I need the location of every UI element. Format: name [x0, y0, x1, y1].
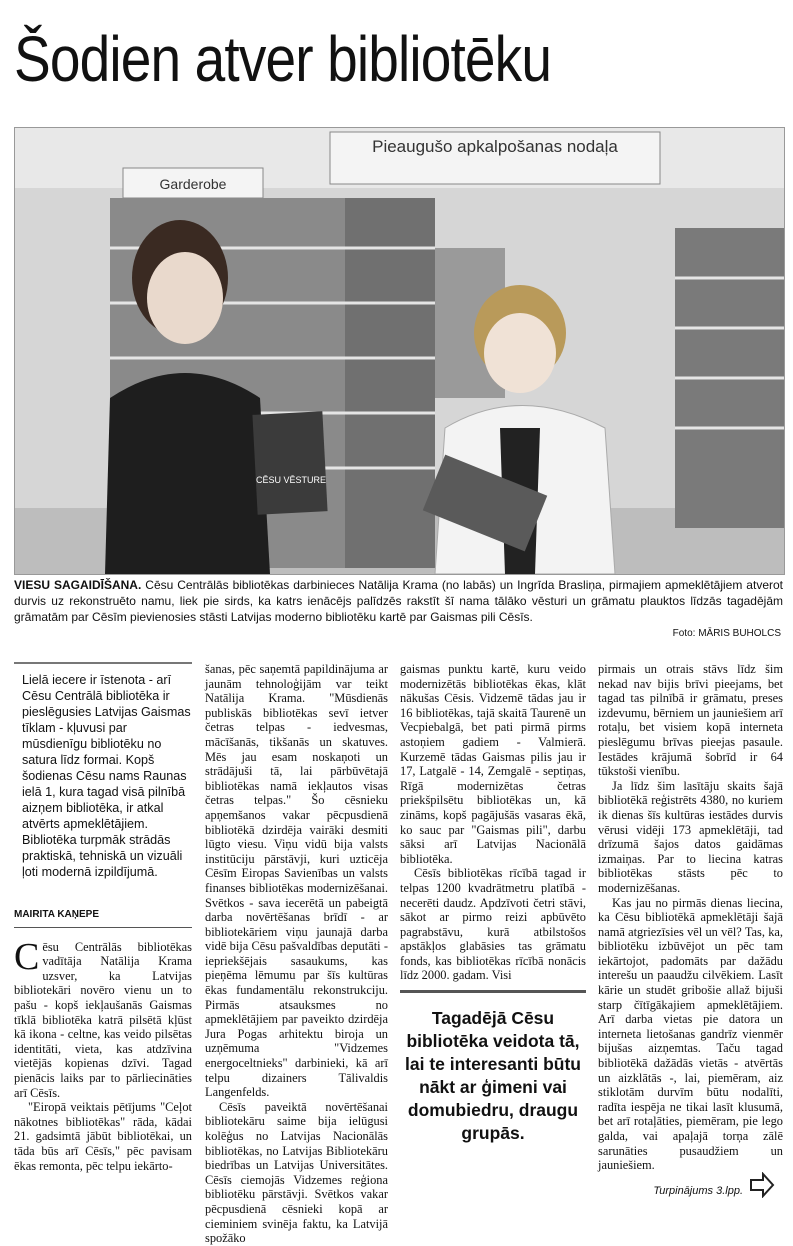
photo-illustration	[15, 128, 784, 574]
column-1	[14, 662, 192, 1173]
column-3	[400, 662, 586, 983]
book-title: CĒSU VĒSTURE	[255, 475, 327, 485]
col3-paragraph-2: Cēsīs bibliotēkas rīcībā tagad ir telpas 1200 kvadrātmetru platībā - necerēti daudz. Apdzīvoti četri stāvi, sākot ar pirmo reizi apbūvēto pagrabstāvu, kurā atbilstošos apstākļos glabāsies tas grāmatu fonds, kas bibliotēkas rīcībā nonācis līdz 2000. gadam. Visi	[400, 866, 586, 983]
pull-quote: Tagadējā Cēsu bibliotēka veidota tā, lai te interesanti būtu nākt ar ģimeni vai domubiedru, draugu grupās.	[400, 990, 586, 1145]
library-photo	[14, 127, 785, 575]
col4-paragraph-2: Ja līdz šim lasītāju skaits šajā bibliotēkā reģistrēts 4380, no kuriem ik dienas šīs kultūras iestādes durvis vērusi vidēji 173 apmeklētāji, tad drīzumā šajos datos gaidāmas izmaiņas. Par to liecina katras bibliotēkas stāsts pēc to modernizēšanas.	[598, 778, 783, 895]
sign-top-line1: Pieaugušo apkalpošanas nodaļa	[372, 137, 618, 156]
arrow-right-icon	[749, 1172, 775, 1198]
photo-caption	[14, 577, 783, 625]
col3-paragraph-1: gaismas punktu kartē, kuru veido modernizētās bibliotēkas ēkas, klāt nākušas Cēsis. Vidzemē tādas jau ir 16 bibliotēkas, tajā skaitā Taurenē un Vecpiebalgā, bet pati pirmā pirms astoņiem gadiem - Valmierā. Kurzemē tādas Gaismas pilis jau ir 17, Latgalē - 14, Zemgalē - septiņas, Rīgā modernizētas četras priekšpilsētu bibliotēkas un, kā zināms, kopš pagājušās vasaras ēkā, ko sauc par "Gaismas pili", darbu sāksi arī Latvijas Nacionālā bibliotēka.	[400, 662, 586, 866]
sign-garderobe: Garderobe	[159, 176, 227, 192]
headline: Šodien atver bibliotēku	[14, 23, 552, 95]
col1-p1-text: ēsu Centrālās bibliotēkas vadītāja Natālija Krama uzsver, ka Latvijas bibliotekāri novēro vienu un to pašu - kopš iekļaušanās Gaismas tīklā bibliotēka katrā pilsētā kļūst kā ikona - celtne, kas veido pilsētas identitāti, vieta, kas atdzīvina vietējās kopienas dzīvi. Tagad pienācis laiks par to pārliecināties arī Cēsīs.	[14, 939, 192, 1100]
continuation-note: Turpinājums 3.lpp.	[653, 1185, 743, 1197]
col2-paragraph-2: Cēsīs paveiktā novērtēšanai bibliotekāru saime bija ielūgusi kolēģus no Latvijas Nacionālās bibliotēkas, no Latvijas Bibliotekāru biedrības un Latvijas Universitātes. Cēsīs ciemojās Vidzemes reģiona bibliotēku pārstāvji. Svētkos vakar pēcpusdienā cēsnieki kopā ar cieminiem svinēja faktu, ka Latvijā spožāko	[205, 1099, 388, 1246]
photo-credit: Foto: MĀRIS BUHOLCS	[672, 628, 781, 639]
caption-lead: VIESU SAGAIDĪŠANA.	[14, 578, 142, 592]
dropcap: C	[14, 935, 40, 978]
author-byline: MAIRITA KAŅEPE	[14, 908, 192, 928]
col1-paragraph-2: "Eiropā veiktais pētījums "Ceļot nākotnes bibliotēkas" rāda, kādai 21. gadsimtā jābūt bibliotēkai, un tāda būs arī Cēsīs," pēc pavisam ēkas remonta, pēc telpu iekārto-	[14, 1100, 192, 1173]
col1-paragraph-1	[14, 935, 192, 1101]
col4-paragraph-1: pirmais un otrais stāvs līdz šim nekad nav bijis brīvi pieejams, bet tagad tas pilnībā ir grāmatu, preses izdevumu, bērniem un jauniešiem arī rotaļu, bet visiem kopā interneta pieslēgumu brīvas pieejas pasaule. Iestādes krājumā šobrīd ir 64 tūkstoši vienību.	[598, 662, 783, 779]
col4-paragraph-3: Kas jau no pirmās dienas liecina, ka Cēsu bibliotēkā apmeklētāji šajā namā atgriezīsies vēl un vēl? Tas, ka, bibliotēku izbūvējot un pēc tam iekārtojot, padomāts par dažādu interešu un paaudžu cilvēkiem. Lasīt kārie un studēt gribošie allaž bijuši starp čītīgākajiem apmeklētājiem. Arī darba vietas pie datora un interneta lietošanas gandrīz vienmēr bijušas aizņemtas. Taču tagad bibliotēkā dažādās vietās - atvērtās un aizklātās -, lai, piemēram, aiz stiklotām durvīm būtu nodalīti, radīta iespēja ne tikai lasīt klusumā, bet arī rotaļāties, piemēram, pie lego galda, vai apaļajā torņa zālē sarunāties pusaudžiem un jauniešiem.	[598, 895, 783, 1173]
column-2	[205, 662, 388, 1246]
column-4	[598, 662, 783, 1173]
col2-paragraph-1: šanas, pēc saņemtā papildinājuma ar jaunām tehnoloģijām var teikt Natālija Krama. "Mūsdienās publiskās bibliotēkas sevī ietver četras telpas - iedvesmas, mācīšanās, tikšanās un skatuves. Mēs jau esam noskaņoti un strādājuši tā, lai pārbūvētajā bibliotēkas namā iekļautos visas četras telpas." Šo cēsnieku apņemšanos vakar pēcpusdienā bibliotēkā dzirdēja vairāki desmiti lūgto viesu. Viņu vidū bija valsts institūciju pārstāvji, kuri uzticēja Cēsīm Eiropas Savienības un valsts finanses bibliotēkas modernizēšanai. Svētkos - sava iecerētā un pabeigtā darba novērtēšanas brīdī - ar bibliotekāriem viņu jaunajā darba vidē bija Cēsu pašvaldības deputāti - iepriekšējais sasaukums, kas pieņēma lēmumu par šīs kultūras ēkas fundamentālu rekonstrukciju. Pirmās atsauksmes no apmeklētājiem par paveikto dzirdēja Jura Pogas arhitektu biroja un uzņēmuma "Vidzemes energoceltnieks" darbinieki, kā arī telpu dizainers Tālivaldis Langenfelds.	[205, 662, 388, 1100]
intro-text: Lielā iecere ir īstenota - arī Cēsu Centrālā bibliotēka ir pieslēgusies Latvijas Gaismas tīklam - kļuvusi par mūsdienīgu bibliotēku no satura līdz formai. Kopš šodienas Cēsu nams Raunas ielā 1, kura tagad visā pilnībā aizņem bibliotēka, ir atkal atvērts apmeklētājiem. Bibliotēka turpmāk strādās praktiskā, tehniskā un vizuāli ļoti modernā izpildījumā.	[14, 662, 192, 880]
caption-text: Cēsu Centrālās bibliotēkas darbinieces Natālija Krama (no labās) un Ingrīda Brasliņa, pirmajiem apmeklētājiem atverot durvis uz rekonstruēto namu, liek pie sirds, ka katrs ienācējs palīdzēs rakstīt šī nama tālāko vēsturi un grāmatu plauktos līdzās tagadējām grāmatām par Cēsīm pievienosies stāsti Latvijas moderno bibliotēku kartē par Gaismas pili Cēsīs.	[14, 578, 783, 624]
